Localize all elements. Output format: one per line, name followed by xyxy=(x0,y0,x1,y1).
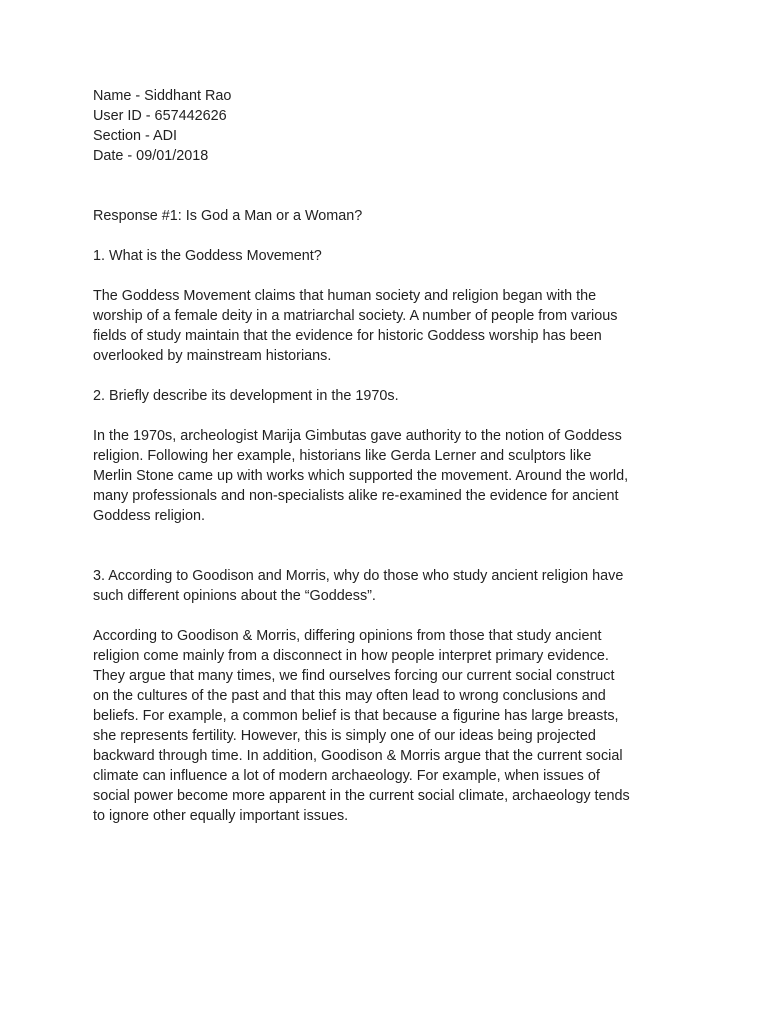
answer-2-line: In the 1970s, archeologist Marija Gimbutas gave authority to the notion of Goddess xyxy=(93,428,622,444)
answer-1-line: fields of study maintain that the evidence for historic Goddess worship has been xyxy=(93,328,602,344)
answer-3-line: beliefs. For example, a common belief is that because a figurine has large breasts, xyxy=(93,708,619,724)
answer-2-line: Merlin Stone came up with works which supported the movement. Around the world, xyxy=(93,468,629,484)
answer-3-line: religion come mainly from a disconnect in how people interpret primary evidence. xyxy=(93,648,609,664)
question-3-line: such different opinions about the “Goddess”. xyxy=(93,588,376,604)
user-id: User ID - 657442626 xyxy=(93,108,227,124)
answer-3-line: to ignore other equally important issues. xyxy=(93,808,349,824)
question-2: 2. Briefly describe its development in the 1970s. xyxy=(93,388,399,404)
answer-3-line: backward through time. In addition, Goodison & Morris argue that the current social xyxy=(93,748,623,764)
student-name: Name - Siddhant Rao xyxy=(93,88,232,104)
header-block xyxy=(93,86,683,166)
response-title: Response #1: Is God a Man or a Woman? xyxy=(93,208,363,224)
answer-1-line: worship of a female deity in a matriarchal society. A number of people from various xyxy=(93,308,618,324)
answer-3-line: she represents fertility. However, this is simply one of our ideas being projected xyxy=(93,728,596,744)
question-3 xyxy=(93,566,683,606)
answer-2 xyxy=(93,426,683,526)
answer-3-line: According to Goodison & Morris, differing opinions from those that study ancient xyxy=(93,628,602,644)
answer-2-line: religion. Following her example, historians like Gerda Lerner and sculptors like xyxy=(93,448,592,464)
answer-3-line: social power become more apparent in the current social climate, archaeology tends xyxy=(93,788,630,804)
answer-2-line: Goddess religion. xyxy=(93,508,205,524)
question-3-line: 3. According to Goodison and Morris, why do those who study ancient religion have xyxy=(93,568,624,584)
answer-3-line: They argue that many times, we find ourselves forcing our current social construct xyxy=(93,668,615,684)
answer-1-line: overlooked by mainstream historians. xyxy=(93,348,332,364)
answer-3-line: climate can influence a lot of modern archaeology. For example, when issues of xyxy=(93,768,600,784)
answer-3 xyxy=(93,626,683,826)
answer-2-line: many professionals and non-specialists alike re-examined the evidence for ancient xyxy=(93,488,619,504)
section: Section - ADI xyxy=(93,128,177,144)
answer-1 xyxy=(93,286,683,366)
answer-3-line: on the cultures of the past and that this may often lead to wrong conclusions and xyxy=(93,688,606,704)
answer-1-line: The Goddess Movement claims that human society and religion began with the xyxy=(93,288,597,304)
date: Date - 09/01/2018 xyxy=(93,148,209,164)
question-1: 1. What is the Goddess Movement? xyxy=(93,248,322,264)
document-page xyxy=(93,86,683,826)
